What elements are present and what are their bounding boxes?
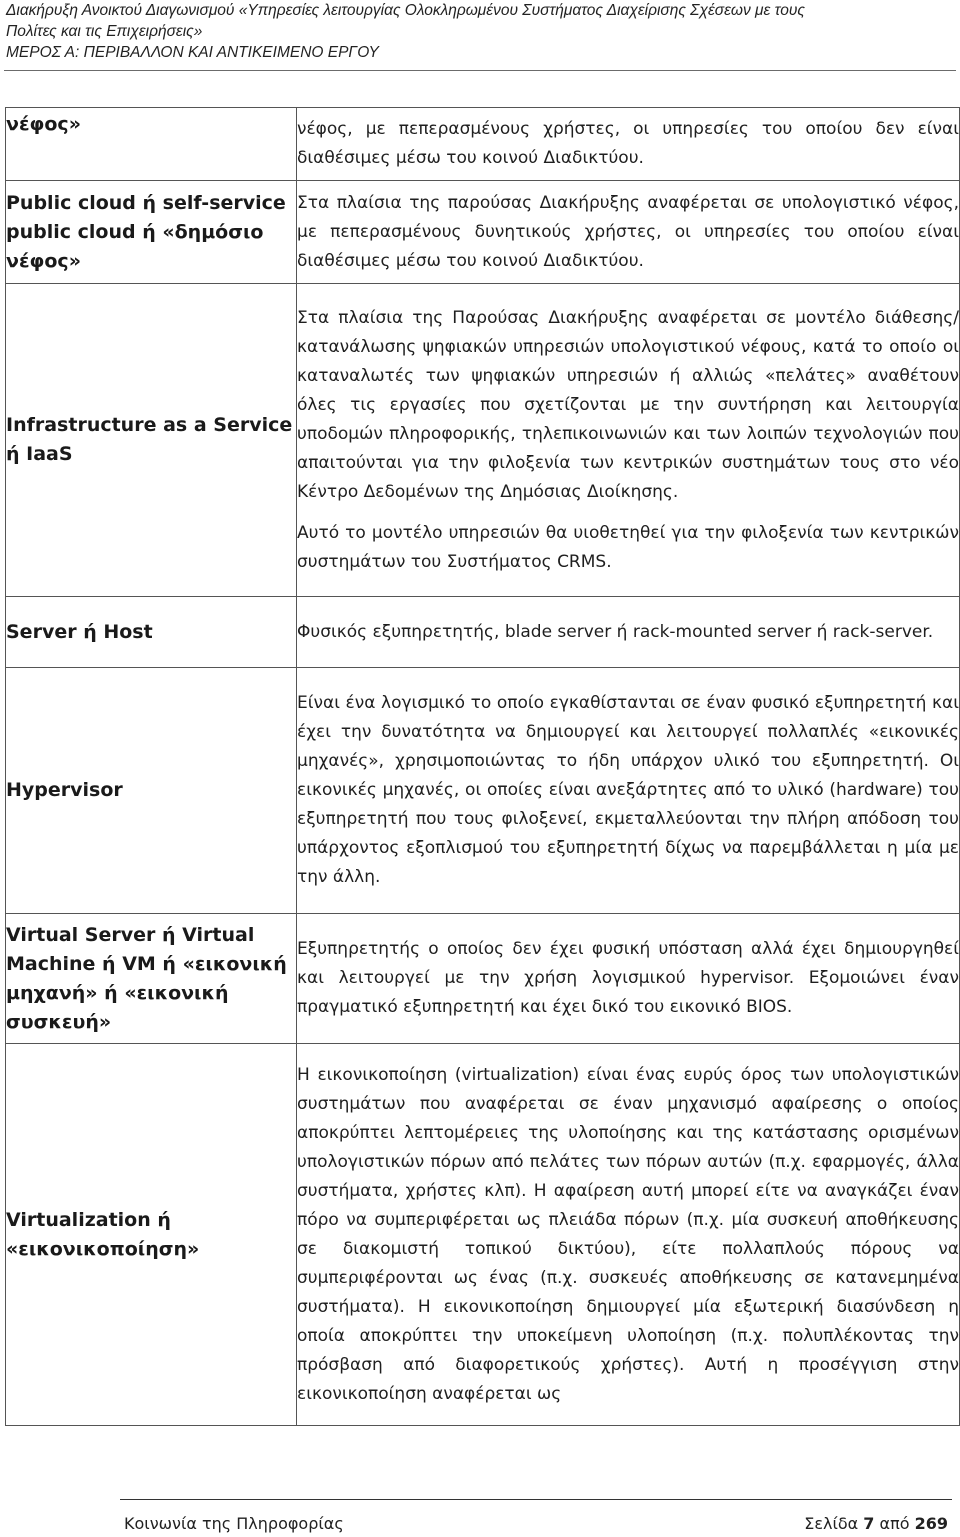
definition-paragraph: Στα πλαίσια της Παρούσας Διακήρυξης αναφέρεται σε μοντέλο διάθεσης/κατανάλωσης ψηφιακών υπηρεσιών υπολογιστικού νέφους, κατά το οποίο οι καταναλωτές των ψηφιακών υπηρεσιών ή αλλιώς «πελάτες» αναθέτουν όλες τις εργασίες που σχετίζονται με την συντήρηση και λειτουργία υποδομών πληροφορικής, τηλεπικοινωνιών και των λοιπών τεχνολογιών που απαιτούνται για την φιλοξενία των κεντρικών συστημάτων τους στο νέο Κέντρο Δεδομένων της Δημόσιας Διοίκησης. <box>297 307 959 502</box>
page-number <box>804 1514 948 1533</box>
definition-cell <box>297 914 960 1044</box>
page-separator: από <box>879 1514 910 1533</box>
definition-cell <box>297 1044 960 1426</box>
table-row <box>6 284 960 597</box>
definition-paragraph: νέφος, με πεπερασμένους χρήστες, οι υπηρεσίες του οποίου δεν είναι διαθέσιμες μέσω του κοινού Διαδικτύου. <box>297 119 959 168</box>
page-prefix: Σελίδα <box>804 1514 859 1533</box>
table-row <box>6 914 960 1044</box>
definition-paragraph: Αυτό το μοντέλο υπηρεσιών θα υιοθετηθεί για την φιλοξενία των κεντρικών συστημάτων του Συστήματος CRMS. <box>297 522 959 572</box>
table-row <box>6 597 960 668</box>
table-row <box>6 668 960 914</box>
definition-paragraph: Στα πλαίσια της παρούσας Διακήρυξης αναφέρεται σε υπολογιστικό νέφος, με πεπερασμένους δυνητικούς χρήστες, οι υπηρεσίες του οποίου είναι διαθέσιμες μέσω του κοινού Διαδικτύου. <box>297 192 959 271</box>
term-cell: Infrastructure as a Service ή IaaS <box>6 284 297 597</box>
definition-cell <box>297 597 960 668</box>
header-divider <box>4 70 956 71</box>
table-row <box>6 181 960 284</box>
footer-organization: Κοινωνία της Πληροφορίας <box>124 1514 344 1533</box>
header-title-line2: Πολίτες και τις Επιχειρήσεις» <box>6 23 203 40</box>
table-row <box>6 108 960 181</box>
page-current: 7 <box>863 1514 875 1533</box>
page-total: 269 <box>914 1514 948 1533</box>
header-title-line1: Διακήρυξη Ανοικτού Διαγωνισμού «Υπηρεσίες λειτουργίας Ολοκληρωμένου Συστήματος Διαχείρισης Σχέσεων με τους <box>6 2 805 19</box>
definition-paragraph: Εξυπηρετητής ο οποίος δεν έχει φυσική υπόσταση αλλά έχει δημιουργηθεί και λειτουργεί με την χρήση λογισμικού hypervisor. Εξομοιώνει έναν πραγματικό εξυπηρετητή και έχει δικό του εικονικό BIOS. <box>297 939 959 1017</box>
definition-paragraph: Η εικονικοποίηση (virtualization) είναι ένας ευρύς όρος των υπολογιστικών συστημάτων που αναφέρεται σε έναν μηχανισμό αφαίρεσης ο οποίος αποκρύπτει λεπτομέρειες της υλοποίησης και της κατάστασης ορισμένων υπολογιστικών πόρων από πελάτες των πόρων αυτών (π.χ. εφαρμογές, άλλα συστήματα, χρήστες κλπ). Η αφαίρεση αυτή μπορεί είτε να αναγκάζει έναν πόρο να συμπεριφέρεται ως πλειάδα πόρων (π.χ. μία συσκευή αποθήκευσης σε διακομιστή τοπικού δικτύου), είτε πολλαπλούς πόρους να συμπεριφέρονται ως ένας (π.χ. συσκευές αποθήκευσης σε κατανεμημένα συστήματα). Η εικονικοποίηση δημιουργεί μία εξωτερική διασύνδεση η οποία αποκρύπτει την υποκείμενη υλοποίηση (π.χ. πολυπλέκοντας την πρόσβαση από διαφορετικούς χρήστες). Αυτή η προσέγγιση στην εικονικοποίηση αναφέρεται ως <box>297 1064 959 1404</box>
definition-cell <box>297 108 960 181</box>
term-cell: Public cloud ή self-service public cloud ή «δημόσιο νέφος» <box>6 181 297 284</box>
definition-cell <box>297 668 960 914</box>
definition-cell <box>297 181 960 284</box>
term-cell: Hypervisor <box>6 668 297 914</box>
page-footer <box>120 1499 952 1533</box>
term-cell: νέφος» <box>6 108 297 181</box>
header-section-title: ΜΕΡΟΣ Α: ΠΕΡΙΒΑΛΛΟΝ ΚΑΙ ΑΝΤΙΚΕΙΜΕΝΟ ΕΡΓΟΥ <box>6 44 379 61</box>
definition-paragraph: Είναι ένα λογισμικό το οποίο εγκαθίστανται σε έναν φυσικό εξυπηρετητή και έχει την δυνατότητα να δημιουργεί και λειτουργεί πολλαπλές «εικονικές μηχανές», χρησιμοποιώντας το ήδη υπάρχον υλικό του εξυπηρετητή. Οι εικονικές μηχανές, οι οποίες είναι ανεξάρτητες από το υλικό (hardware) του εξυπηρετητή που τους φιλοξενεί, εκμεταλλεύονται την πλήρη απόδοση του υπάρχοντος εξοπλισμού του εξυπηρετητή δίχως να παρεμβάλλεται η μία με την άλλη. <box>297 693 959 887</box>
definition-paragraph: Φυσικός εξυπηρετητής, blade server ή rack-mounted server ή rack-server. <box>297 621 934 642</box>
definitions-table <box>5 107 960 1426</box>
term-cell: Virtualization ή «εικονικοποίηση» <box>6 1044 297 1426</box>
definition-cell <box>297 284 960 597</box>
page-header <box>6 0 956 63</box>
table-row <box>6 1044 960 1426</box>
term-cell: Server ή Host <box>6 597 297 668</box>
term-cell: Virtual Server ή Virtual Machine ή VM ή «εικονική μηχανή» ή «εικονική συσκευή» <box>6 914 297 1044</box>
